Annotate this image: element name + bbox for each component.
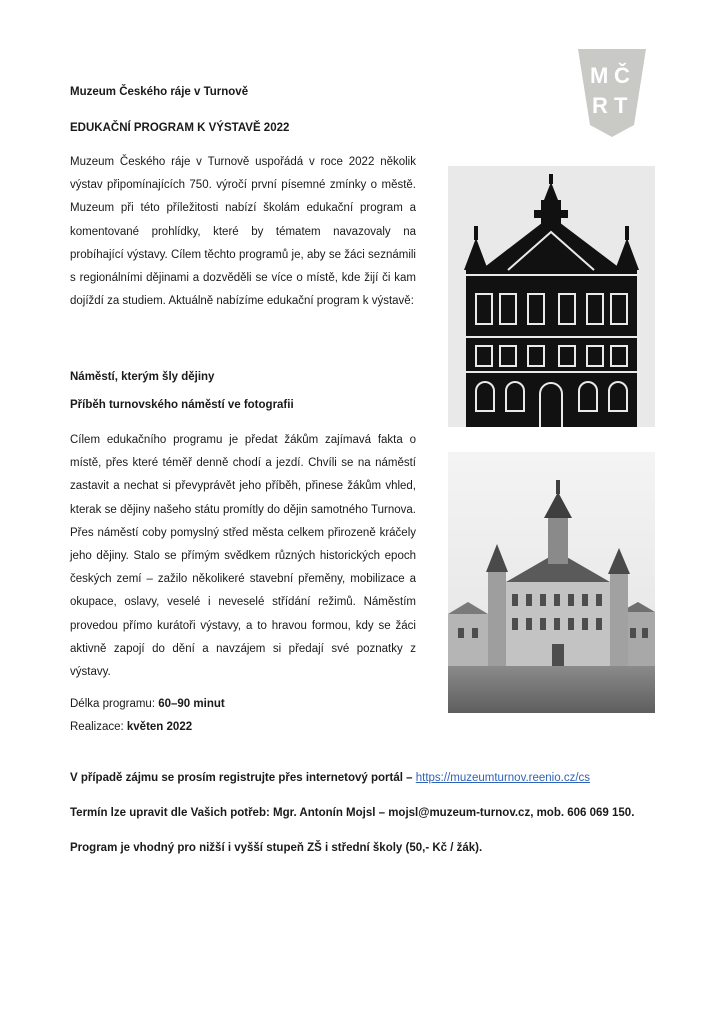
svg-text:M: M xyxy=(590,63,609,88)
duration-value: 60–90 minut xyxy=(158,698,225,710)
historic-building-photo xyxy=(448,452,655,713)
page-heading: EDUKAČNÍ PROGRAM K VÝSTAVĚ 2022 xyxy=(70,122,290,134)
program-realization xyxy=(70,719,192,735)
svg-text:T: T xyxy=(614,93,628,118)
program-subtitle: Příběh turnovského náměstí ve fotografii xyxy=(70,399,294,411)
registration-text: V případě zájmu se prosím registrujte přes internetový portál – xyxy=(70,772,416,784)
duration-label: Délka programu: xyxy=(70,698,159,710)
registration-line xyxy=(70,770,590,786)
registration-link[interactable]: https://muzeumturnov.reenio.cz/cs xyxy=(415,772,591,784)
mcrt-logo-icon xyxy=(574,43,650,138)
contact-line: Termín lze upravit dle Vašich potřeb: Mgr. Antonín Mojsl – mojsl@muzeum-turnov.cz, mob. 606 069 150. xyxy=(70,807,635,819)
program-description: Cílem edukačního programu je předat žákům zajímavá fakta o místě, přes které téměř denně chodí a jezdí. Chvíli se na náměstí zastavit a nechat si převyprávět jeho příběh, přinese žákům vhled, kterak se dějiny našeho státu promítly do dějin samotného Turnova. Přes náměstí coby pomyslný střed města celkem přirozeně kráčely jeho dějiny. Stalo se přímým svědkem různých historických epoch českých zemí – zažilo několikeré stavební přeměny, mobilizace a okupace, oslavy, veselé i neveselé střídání režimů. Náměstím provedou přímo kurátoři výstavy, a to hravou formou, kdy se žáci aktivně zapojí do dění a navzájem si předají své poznatky z výstavy. xyxy=(70,434,416,679)
svg-text:R: R xyxy=(592,93,608,118)
museum-name: Muzeum Českého ráje v Turnově xyxy=(70,86,249,98)
building-illustration-icon xyxy=(448,166,655,427)
intro-paragraph: Muzeum Českého ráje v Turnově uspořádá v roce 2022 několik výstav připomínajících 750. výročí první písemné zmínky o městě. Muzeum při této příležitosti nabízí školám edukační program a komentované prohlídky, které by tématem navazovaly na probíhající výstavy. Cílem těchto programů je, aby se žáci seznámili s regionálními dějinami a dozvěděli se více o místě, kde žijí či kam dojíždí za studiem. Aktuálně nabízíme edukační program k výstavě: xyxy=(70,156,416,308)
svg-text:Č: Č xyxy=(614,63,630,88)
audience-line: Program je vhodný pro nižší i vyšší stupeň ZŠ i střední školy (50,- Kč / žák). xyxy=(70,842,483,854)
program-duration xyxy=(70,696,225,712)
realization-value: květen 2022 xyxy=(126,721,193,733)
program-title: Náměstí, kterým šly dějiny xyxy=(70,371,215,383)
realization-label: Realizace: xyxy=(70,721,127,733)
